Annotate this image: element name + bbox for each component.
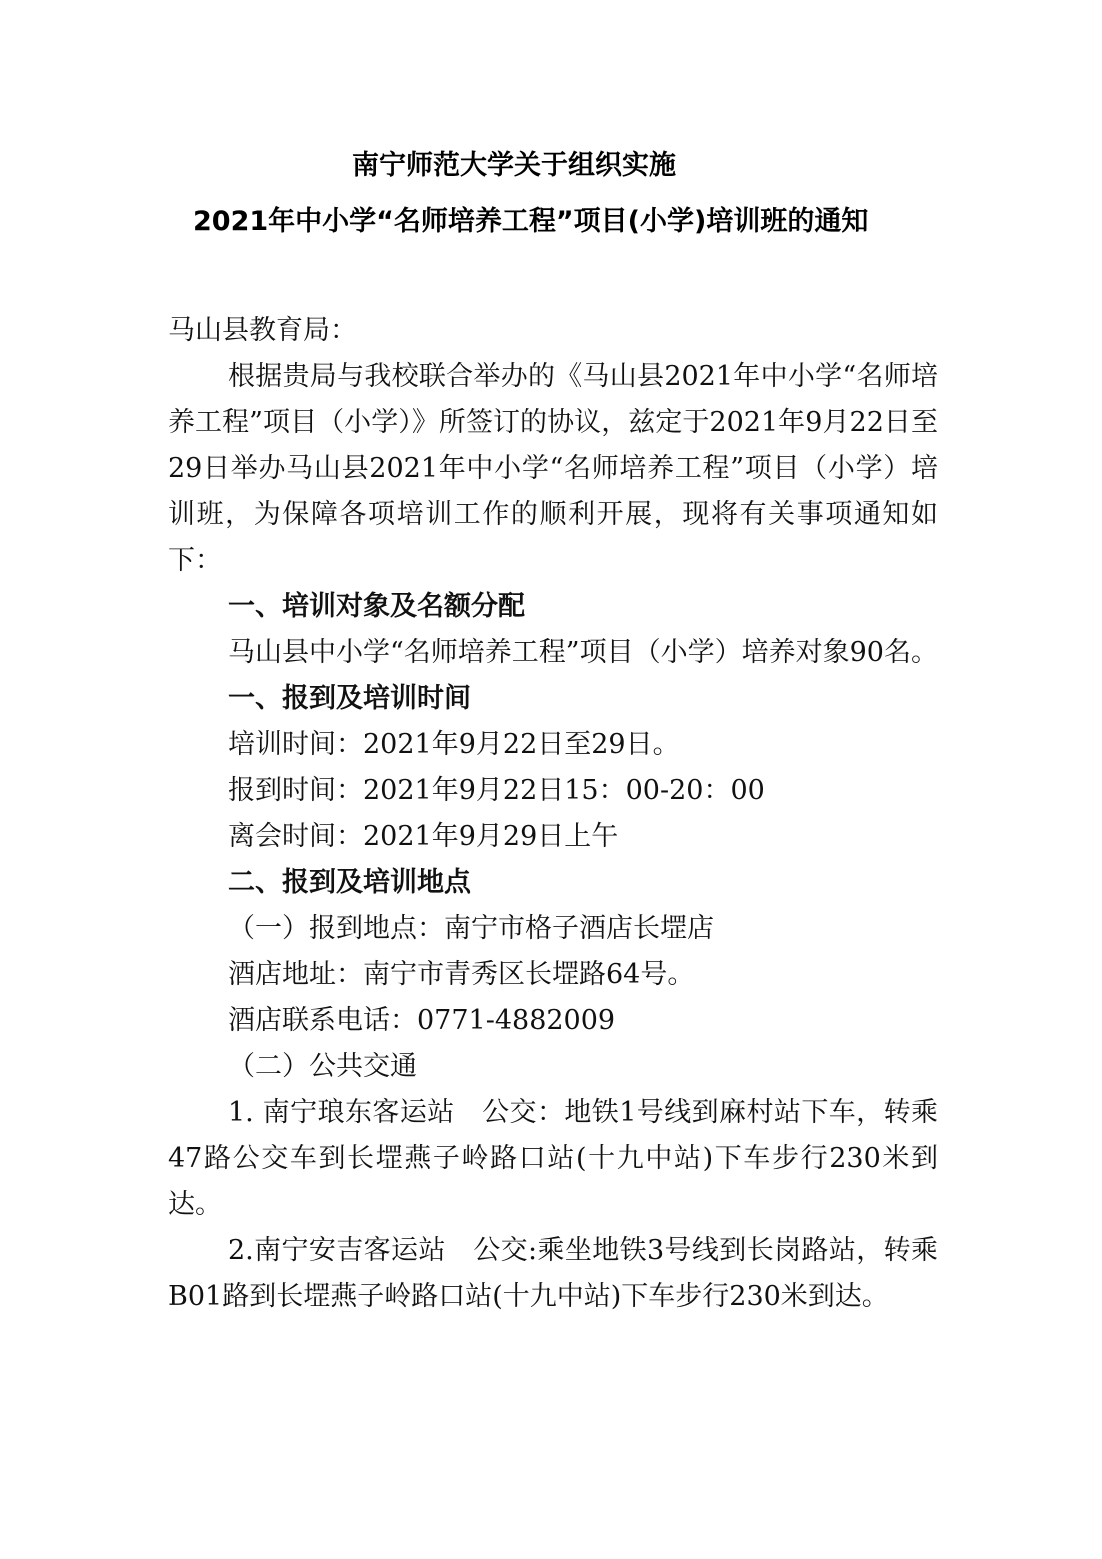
document-body bbox=[168, 308, 938, 1320]
checkin-place: （一）报到地点：南宁市格子酒店长堽店 bbox=[228, 913, 714, 944]
checkin-time: 报到时间：2021年9月22日15：00-20：00 bbox=[228, 775, 765, 806]
intro-paragraph: 根据贵局与我校联合举办的《马山县2021年中小学“名师培养工程”项目（小学）》所签订的协议，兹定于2021年9月22日至29日举办马山县2021年中小学“名师培养工程”项目（小学）培训班，为保障各项培训工作的顺利开展，现将有关事项通知如下： bbox=[168, 361, 938, 576]
document-title-line-2: 2021年中小学“名师培养工程”项目(小学)培训班的通知 bbox=[193, 206, 869, 237]
leave-time: 离会时间：2021年9月29日上午 bbox=[228, 821, 619, 852]
transport-heading: （二）公共交通 bbox=[228, 1051, 417, 1082]
transport-route-2: 2.南宁安吉客运站 公交:乘坐地铁3号线到长岗路站，转乘B01路到长堽燕子岭路口站(十九中站)下车步行230米到达。 bbox=[168, 1235, 938, 1312]
hotel-phone: 酒店联系电话：0771-4882009 bbox=[228, 1005, 616, 1036]
hotel-address: 酒店地址：南宁市青秀区长堽路64号。 bbox=[228, 959, 695, 990]
section-heading-time: 一、报到及培训时间 bbox=[228, 683, 471, 714]
document-title-line-1: 南宁师范大学关于组织实施 bbox=[352, 150, 676, 181]
transport-route-1: 1. 南宁琅东客运站 公交：地铁1号线到麻村站下车，转乘47路公交车到长堽燕子岭路口站(十九中站)下车步行230米到达。 bbox=[168, 1097, 938, 1220]
section-heading-location: 二、报到及培训地点 bbox=[228, 867, 471, 898]
salutation: 马山县教育局： bbox=[168, 315, 357, 346]
training-time: 培训时间：2021年9月22日至29日。 bbox=[228, 729, 680, 760]
section-heading-participants: 一、培训对象及名额分配 bbox=[228, 591, 525, 622]
participants-paragraph: 马山县中小学“名师培养工程”项目（小学）培养对象90名。 bbox=[228, 637, 938, 668]
